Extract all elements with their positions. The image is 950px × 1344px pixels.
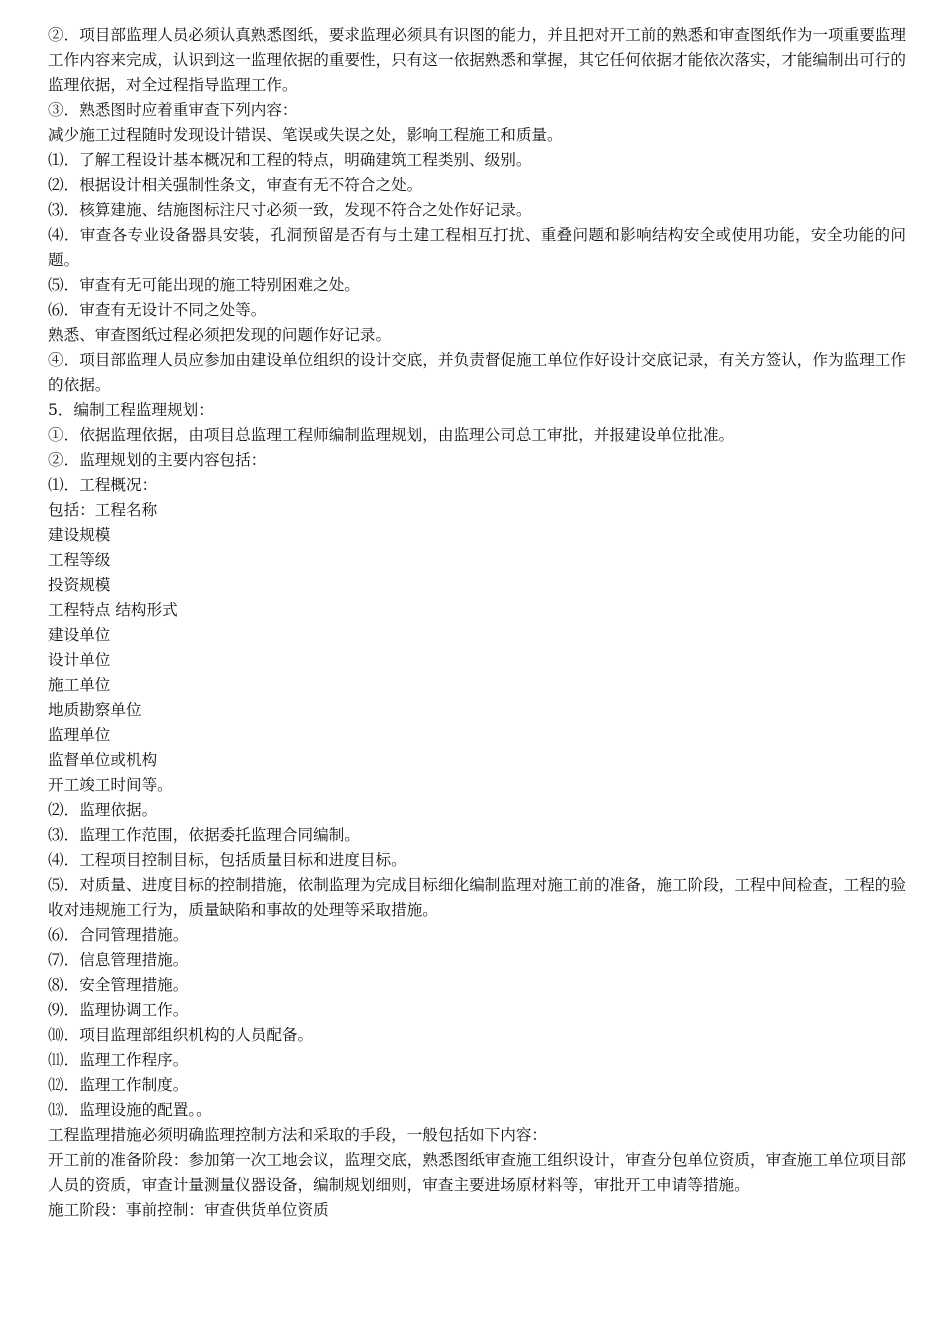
list-item: 包括：工程名称 [48,501,158,519]
list-item: 地质勘察单位 [48,701,142,719]
paragraph: ②．项目部监理人员必须认真熟悉图纸，要求监理必须具有识图的能力，并且把对开工前的熟悉和审查图纸作为一项重要监理工作内容来完成，认识到这一监理依据的重要性，只有这一依据熟悉和掌握，其它任何依据才能依次落实，才能编制出可行的监理依据，对全过程指导监理工作。 [48,26,906,94]
list-item: ⑾．监理工作程序。 [48,1051,189,1069]
list-item: ⑺．信息管理措施。 [48,951,189,969]
paragraph: 施工阶段：事前控制：审查供货单位资质 [48,1201,329,1219]
list-item: ⑸．对质量、进度目标的控制措施，依制监理为完成目标细化编制监理对施工前的准备，施工阶段，工程中间检查，工程的验收对违规施工行为，质量缺陷和事故的处理等采取措施。 [48,876,906,919]
list-item: ⑸．审查有无可能出现的施工特别困难之处。 [48,276,360,294]
paragraph: 开工前的准备阶段：参加第一次工地会议，监理交底，熟悉图纸审查施工组织设计，审查分包单位资质，审查施工单位项目部人员的资质，审查计量测量仪器设备，编制规划细则，审查主要进场原材料等，审批开工申请等措施。 [48,1151,906,1194]
paragraph: ③．熟悉图时应着重审查下列内容： [48,101,298,119]
list-item: ⑿．监理工作制度。 [48,1076,189,1094]
paragraph: ④．项目部监理人员应参加由建设单位组织的设计交底，并负责督促施工单位作好设计交底记录，有关方签认，作为监理工作的依据。 [48,351,906,394]
list-item: 施工单位 [48,676,111,694]
list-item: 工程特点 结构形式 [48,601,178,619]
list-item: ⑵．监理依据。 [48,801,158,819]
list-item: 监理单位 [48,726,111,744]
section-heading: 5．编制工程监理规划： [48,401,214,419]
list-item: ⑴．工程概况： [48,476,158,494]
list-item: ⑹．审查有无设计不同之处等。 [48,301,267,319]
list-item: 投资规模 [48,576,111,594]
list-item: ⒀．监理设施的配置。。 [48,1101,212,1119]
paragraph: 工程监理措施必须明确监理控制方法和采取的手段，一般包括如下内容： [48,1126,548,1144]
list-item: ⑽．项目监理部组织机构的人员配备。 [48,1026,314,1044]
list-item: ⑷．工程项目控制目标，包括质量目标和进度目标。 [48,851,407,869]
paragraph: ①．依据监理依据，由项目总监理工程师编制监理规划，由监理公司总工审批，并报建设单位批准。 [48,426,735,444]
list-item: 监督单位或机构 [48,751,158,769]
paragraph: 减少施工过程随时发现设计错误、笔误或失误之处，影响工程施工和质量。 [48,126,563,144]
list-item: 工程等级 [48,551,111,569]
list-item: ⑶．监理工作范围，依据委托监理合同编制。 [48,826,360,844]
document-body [48,23,906,1223]
list-item: 建设规模 [48,526,111,544]
list-item: 设计单位 [48,651,111,669]
list-item: ⑻．安全管理措施。 [48,976,189,994]
list-item: ⑹．合同管理措施。 [48,926,189,944]
list-item: ⑵．根据设计相关强制性条文，审查有无不符合之处。 [48,176,423,194]
list-item: 建设单位 [48,626,111,644]
paragraph: ②．监理规划的主要内容包括： [48,451,267,469]
list-item: ⑷．审查各专业设备器具安装，孔洞预留是否有与土建工程相互打扰、重叠问题和影响结构安全或使用功能，安全功能的问题。 [48,226,906,269]
list-item: ⑴．了解工程设计基本概况和工程的特点，明确建筑工程类别、级别。 [48,151,532,169]
list-item: ⑶．核算建施、结施图标注尺寸必须一致，发现不符合之处作好记录。 [48,201,532,219]
list-item: ⑼．监理协调工作。 [48,1001,189,1019]
list-item: 开工竣工时间等。 [48,776,173,794]
paragraph: 熟悉、审查图纸过程必须把发现的问题作好记录。 [48,326,392,344]
